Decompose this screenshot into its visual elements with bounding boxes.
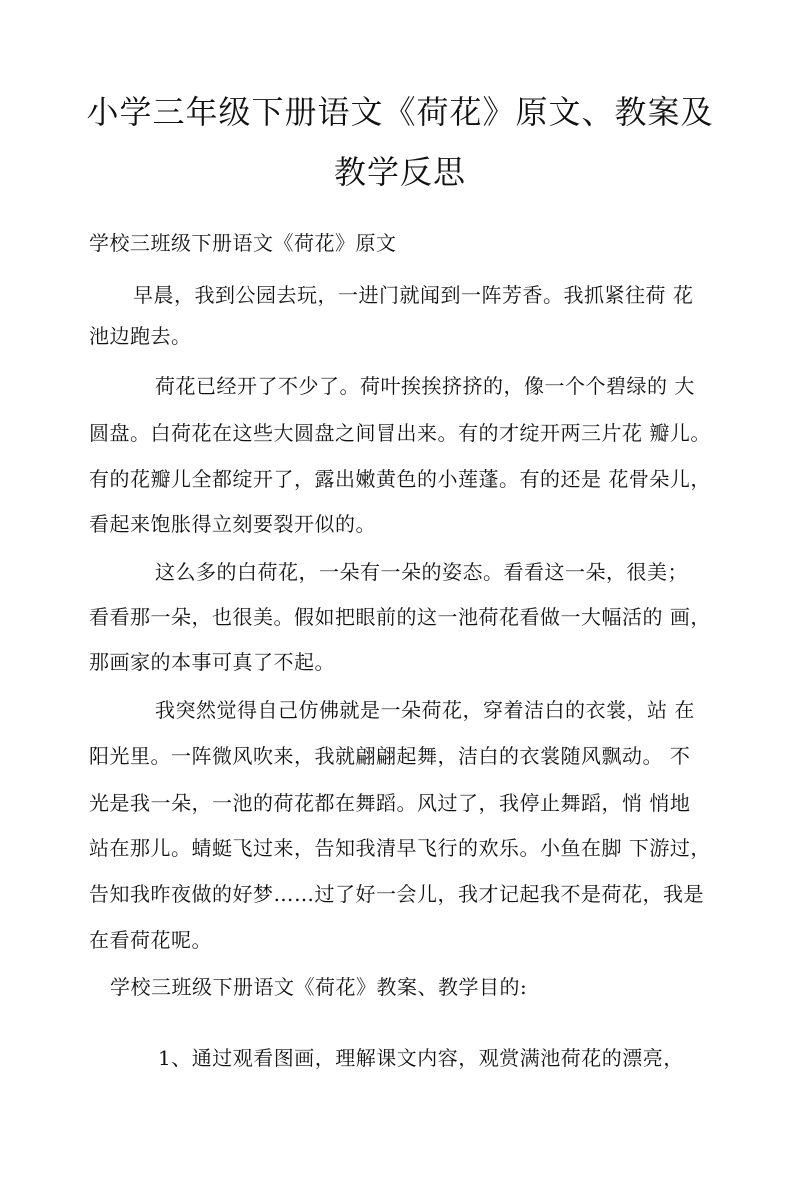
paragraph-4-line-3: 光是我一朵，一池的荷花都在舞蹈。风过了，我停止舞蹈，悄 悄地 [89, 791, 691, 815]
paragraph-1-line-1: 早晨，我到公园去玩，一进门就闻到一阵芳香。我抓紧往荷 花 [133, 283, 694, 307]
paragraph-3-line-2: 看看那一朵，也很美。假如把眼前的这一池荷花看做一大幅活的 画， [89, 605, 711, 629]
document-title-line-1: 小学三年级下册语文《荷花》原文、教案及 [86, 93, 714, 131]
section-heading-lesson-plan: 学校三班级下册语文《荷花》教案、教学目的: [110, 975, 528, 999]
paragraph-2-line-1: 荷花已经开了不少了。荷叶挨挨挤挤的，像一个个碧绿的 大 [155, 374, 695, 398]
paragraph-4-line-1: 我突然觉得自己仿佛就是一朵荷花，穿着洁白的衣裳，站 在 [155, 698, 695, 722]
paragraph-2-line-3: 有的花瓣儿全都绽开了，露出嫩黄色的小莲蓬。有的还是 花骨朵儿， [89, 467, 711, 491]
paragraph-4-line-4: 站在那儿。蜻蜓飞过来，告知我清早飞行的欢乐。小鱼在脚 下游过， [89, 836, 711, 860]
paragraph-4-line-5: 告知我昨夜做的好梦……过了好一会儿，我才记起我不是荷花，我是 [89, 882, 704, 906]
teaching-objective-1: 1、通过观看图画，理解课文内容，观赏满池荷花的漂亮， [158, 1046, 684, 1070]
document-title-line-2: 教学反思 [333, 153, 466, 191]
section-heading-original-text: 学校三班级下册语文《荷花》原文 [89, 231, 397, 255]
paragraph-3-line-1: 这么多的白荷花，一朵有一朵的姿态。看看这一朵，很美； [155, 560, 688, 584]
paragraph-4-line-6: 在看荷花呢。 [89, 928, 212, 952]
paragraph-1-line-2: 池边跑去。 [89, 324, 192, 348]
paragraph-3-line-3: 那画家的本事可真了不起。 [89, 650, 335, 674]
paragraph-4-line-2: 阳光里。一阵微风吹来，我就翩翩起舞，洁白的衣裳随风飘动。 不 [89, 744, 691, 768]
paragraph-2-line-4: 看起来饱胀得立刻要裂开似的。 [89, 512, 376, 536]
paragraph-2-line-2: 圆盘。白荷花在这些大圆盘之间冒出来。有的才绽开两三片花 瓣儿。 [89, 421, 711, 445]
